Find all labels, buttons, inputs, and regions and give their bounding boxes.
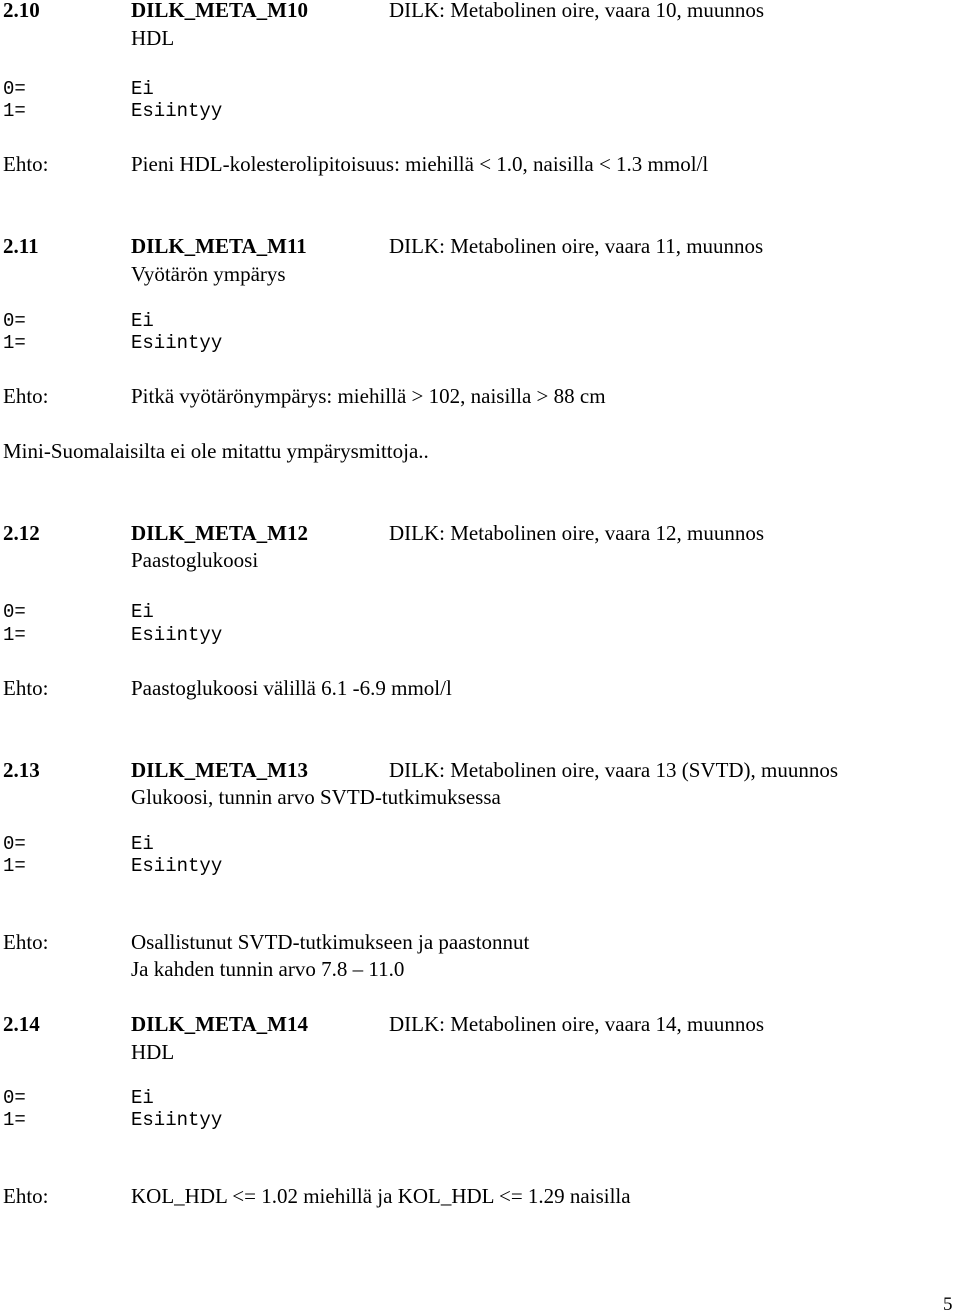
variable-code: DILK_META_M10: [131, 0, 308, 22]
variable-description: DILK: Metabolinen oire, vaara 14, muunnos: [389, 1012, 764, 1036]
variable-code: DILK_META_M13: [131, 758, 308, 782]
code-1: 1=: [3, 855, 26, 877]
section-number: 2.11: [3, 234, 39, 258]
code-1: 1=: [3, 624, 26, 646]
variable-description: DILK: Metabolinen oire, vaara 10, muunnos: [389, 0, 764, 22]
code-1: 1=: [3, 100, 26, 122]
condition-label: Ehto:: [3, 676, 49, 700]
section-number: 2.13: [3, 758, 40, 782]
condition-text: KOL_HDL <= 1.02 miehillä ja KOL_HDL <= 1.29 naisilla: [131, 1184, 631, 1208]
variable-description: DILK: Metabolinen oire, vaara 13 (SVTD), muunnos: [389, 758, 839, 782]
variable-description-line2: Vyötärön ympärys: [131, 262, 286, 286]
condition-text: Pieni HDL-kolesterolipitoisuus: miehillä < 1.0, naisilla < 1.3 mmol/l: [131, 152, 709, 176]
condition-text: Osallistunut SVTD-tutkimukseen ja paastonnut: [131, 930, 530, 954]
code-1: 1=: [3, 332, 26, 354]
value-0: Ei: [131, 833, 154, 855]
condition-text-line2: Ja kahden tunnin arvo 7.8 – 11.0: [131, 957, 405, 981]
note-text: Mini-Suomalaisilta ei ole mitattu ympärysmittoja..: [3, 439, 429, 463]
code-0: 0=: [3, 78, 26, 100]
variable-code: DILK_META_M11: [131, 234, 307, 258]
variable-description: DILK: Metabolinen oire, vaara 11, muunnos: [389, 234, 764, 258]
condition-label: Ehto:: [3, 930, 49, 954]
variable-description-line2: Paastoglukoosi: [131, 548, 259, 572]
section-number: 2.14: [3, 1012, 40, 1036]
variable-description-line2: HDL: [131, 26, 175, 50]
value-1: Esiintyy: [131, 100, 223, 122]
condition-label: Ehto:: [3, 1184, 49, 1208]
code-0: 0=: [3, 310, 26, 332]
code-1: 1=: [3, 1109, 26, 1131]
code-0: 0=: [3, 601, 26, 623]
condition-text: Paastoglukoosi välillä 6.1 -6.9 mmol/l: [131, 676, 452, 700]
variable-description-line2: Glukoosi, tunnin arvo SVTD-tutkimuksessa: [131, 785, 501, 809]
condition-label: Ehto:: [3, 152, 49, 176]
variable-description: DILK: Metabolinen oire, vaara 12, muunnos: [389, 521, 764, 545]
section-number: 2.10: [3, 0, 40, 22]
value-0: Ei: [131, 78, 154, 100]
value-1: Esiintyy: [131, 1109, 223, 1131]
value-0: Ei: [131, 1087, 154, 1109]
value-0: Ei: [131, 310, 154, 332]
value-0: Ei: [131, 601, 154, 623]
variable-code: DILK_META_M12: [131, 521, 308, 545]
variable-description-line2: HDL: [131, 1040, 175, 1064]
code-0: 0=: [3, 1087, 26, 1109]
section-number: 2.12: [3, 521, 40, 545]
value-1: Esiintyy: [131, 624, 223, 646]
code-0: 0=: [3, 833, 26, 855]
page-number: 5: [943, 1294, 953, 1315]
value-1: Esiintyy: [131, 332, 223, 354]
value-1: Esiintyy: [131, 855, 223, 877]
variable-code: DILK_META_M14: [131, 1012, 308, 1036]
condition-label: Ehto:: [3, 384, 49, 408]
condition-text: Pitkä vyötärönympärys: miehillä > 102, naisilla > 88 cm: [131, 384, 606, 408]
